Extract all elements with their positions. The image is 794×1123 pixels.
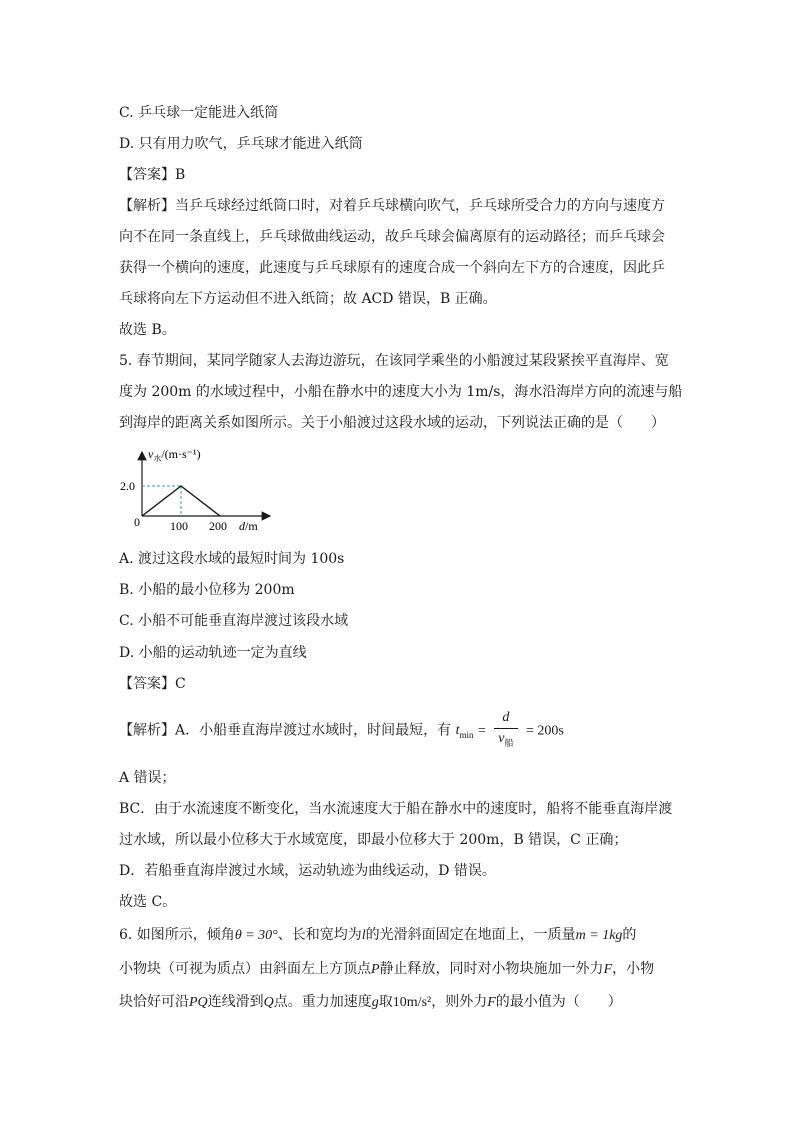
velocity-distance-chart — [118, 448, 278, 534]
point-p: P — [371, 962, 380, 977]
q4-analysis-line-3: 获得一个横向的速度，此速度与乒乓球原有的速度合成一个斜向左下方的合速度，因此乒 — [119, 260, 665, 276]
formula-result: = 200s — [525, 723, 564, 739]
q5-analysis-formula-line — [119, 708, 564, 753]
q5-conclusion: 故选 C。 — [119, 894, 177, 910]
q5-analysis-bc-2: 过水域，所以最小位移大于水域宽度，即最小位移大于 200m，B 错误，C 正确； — [119, 832, 628, 848]
segment-pq: PQ — [189, 995, 208, 1010]
q5-option-c: C. 小船不可能垂直海岸渡过该段水域 — [119, 613, 349, 629]
q4-analysis-line-2: 向不在同一条直线上，乒乓球做曲线运动，故乒乓球会偏离原有的运动路径；而乒乓球会 — [119, 229, 665, 245]
answer-value: C — [175, 676, 186, 692]
q4-analysis-line-4: 乓球将向左下方运动但不进入纸筒；故 ACD 错误，B 正确。 — [119, 291, 497, 307]
q5-analysis-bc-1: BC．由于水流速度不断变化，当水流速度大于船在静水中的速度时，船将不能垂直海岸渡 — [119, 801, 673, 817]
q6-stem-line-3: 块恰好可沿PQ连线滑到Q点。重力加速度g取10m/s²，则外力F的最小值为（ ） — [119, 994, 622, 1010]
point-q: Q — [263, 995, 274, 1010]
theta-value: θ = 30° — [234, 928, 278, 943]
fraction-d-over-v: $\frac{d}{v_船}$ — [494, 708, 517, 753]
q5-option-d: D. 小船的运动轨迹一定为直线 — [119, 645, 307, 661]
length-symbol: l — [361, 928, 366, 943]
q5-stem-line-3: 到海岸的距离关系如图所示。关于小船渡过这段水域的运动，下列说法正确的是（ ） — [119, 415, 665, 431]
y-tick-label: 2.0 — [120, 479, 135, 493]
q6-stem-line-1: 6. 如图所示，倾角θ = 30°、长和宽均为l的光滑斜面固定在地面上，一质量m = 1kg的 — [119, 927, 637, 943]
analysis-tag: 【解析】 — [119, 722, 175, 739]
q5-stem-line-1: 5. 春节期间，某同学随家人去海边游玩，在该同学乘坐的小船渡过某段紧挨平直海岸、宽 — [119, 353, 669, 369]
time-symbol: $t_{min}$ — [455, 723, 474, 741]
q6-stem-line-2: 小物块（可视为质点）由斜面左上方顶点P静止释放，同时对小物块施加一外力F，小物 — [119, 961, 655, 977]
mass-value: m = 1kg — [575, 928, 623, 943]
force-symbol: F — [603, 962, 613, 977]
answer-value: B — [175, 167, 186, 183]
answer-tag: 【答案】 — [119, 676, 175, 692]
answer-tag: 【答案】 — [119, 167, 175, 183]
x-axis-label: d/m — [239, 519, 258, 533]
q5-stem-line-2: 度为 200m 的水域过程中，小船在静水中的速度大小为 1m/s，海水沿海岸方向的流速与船 — [119, 384, 683, 400]
q4-option-c: C. 乒乓球一定能进入纸筒 — [119, 105, 279, 121]
q5-option-a: A. 渡过这段水域的最短时间为 100s — [119, 551, 345, 567]
q5-answer — [119, 675, 186, 693]
q5-option-b: B. 小船的最小位移为 200m — [119, 582, 295, 598]
q4-analysis-line-1 — [119, 197, 665, 215]
q4-answer — [119, 166, 185, 184]
q4-conclusion: 故选 B。 — [119, 322, 176, 338]
y-axis-label: $v_水/(m\cdot s^{-1})$ — [148, 448, 201, 463]
force-symbol-2: F — [487, 995, 496, 1010]
analysis-text: A．小船垂直海岸渡过水域时，时间最短，有 — [175, 722, 452, 739]
equals-sign: = — [477, 723, 486, 739]
gravity-symbol: g — [371, 995, 379, 1010]
q4-option-d: D. 只有用力吹气，乒乓球才能进入纸筒 — [119, 136, 363, 152]
analysis-tag: 【解析】 — [119, 198, 175, 214]
x-tick-label-200: 200 — [209, 519, 227, 533]
gravity-value: 10m/s² — [392, 995, 432, 1010]
analysis-text: 当乒乓球经过纸筒口时，对着乒乓球横向吹气，乒乓球所受合力的方向与速度方 — [175, 198, 665, 214]
x-tick-label-100: 100 — [170, 519, 188, 533]
q5-a-wrong: A 错误； — [119, 770, 176, 786]
q5-analysis-d: D．若船垂直海岸渡过水域，运动轨迹为曲线运动，D 错误。 — [119, 863, 496, 879]
origin-label: 0 — [134, 515, 140, 529]
